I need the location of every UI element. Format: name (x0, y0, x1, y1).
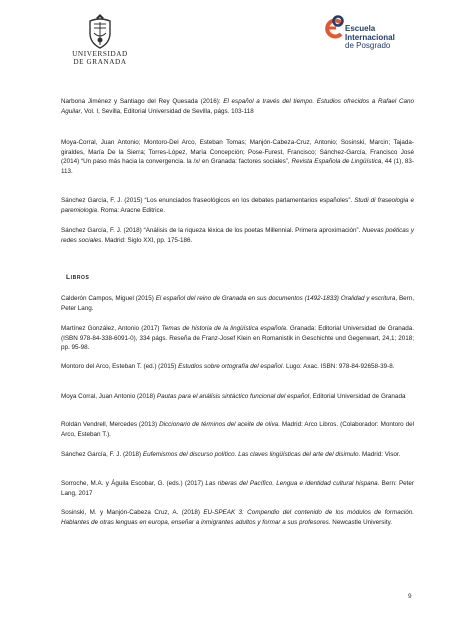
list-item: Calderón Campos, Miguel (2015) El español del reino de Granada en sus documentos (1492-1833) Oralidad y escritura, Bern, Peter Lang. (61, 295, 414, 312)
list-item: Montoro del Arco, Esteban T. (ed.) (2015) Estudios sobre ortografía del español. Lugo: Axac. ISBN: 978-84-92658-39-8. (61, 363, 395, 370)
ugr-name-line1: UNIVERSIDAD (72, 50, 128, 58)
list-item: Sánchez García, F. J. (2015) “Los enunciados fraseológicos en los debates parlamentarios españoles”. Studi di fraseologia e paremiologia. Roma: Aracne Editrice. (61, 197, 414, 214)
list-item: Sorroche, M.A. y Águila Escobar, G. (eds.) (2017) Las riberas del Pacífico. Lengua e identidad cultural hispana. Bern: Peter Lang, 2017 (61, 480, 414, 497)
list-item: Moya-Corral, Juan Antonio; Montoro-Del Arco, Esteban Tomas; Manjón-Cabeza-Cruz, Antonio; Sosinski, Marcin; Tajada-giraldes, María De la Sierra; Torres-López, María Concepción; Pose-Furest, Francisco; Sánchez-García, Francisco José (2014) “Un paso más hacia la convergencia. la /x/ en Granada: factores sociales”, Revista Española de Lingüística, 44 (1), 83-113. (61, 139, 414, 175)
eip-name-line3: de Posgrado (345, 41, 391, 51)
eip-mark-icon (323, 14, 345, 44)
list-item: Narbona Jiménez y Santiago del Rey Quesada (2016): El español a través del tiempo. Estudios ofrecidos a Rafael Cano Aguilar, Vol. I, Sevilla, Editorial Universidad de Sevilla, págs. 103-118 (61, 98, 415, 115)
list-item: Moya Corral, Juan Antonio (2018) Pautas para el análisis sintáctico funcional del español, Editorial Universidad de Granada (61, 393, 406, 400)
list-item: Sánchez García, F. J. (2018) “Análisis de la riqueza léxica de los poetas Millennial. Primera aproximación”. Nuevas poéticas y redes sociales. Madrid: Siglo XXI, pp. 175-186. (61, 227, 414, 244)
list-item: Sánchez García, F. J. (2018) Eufemismos del discurso político. Las claves lingüísticas del arte del disimulo. Madrid: Visor. (61, 451, 401, 458)
ugr-logo (62, 13, 138, 66)
section-title-libros: Libros (66, 274, 90, 281)
page-number: 9 (408, 593, 412, 600)
eip-name-line1: Escuela (345, 24, 376, 33)
ugr-crest-icon (86, 13, 114, 49)
list-item: Martínez González, Antonio (2017) Temas de historia de la lingüística española. Granada: Editorial Universidad de Granada. (ISBN 978-84-338-6091-0), 334 págs. Reseña de Franz-Josef Klein en Romanistik in Geschichte und Gegenwart, 24,1; 2018; pp. 95-98. (61, 325, 414, 352)
list-item: Sosinski, M. y Manjón-Cabeza Cruz, A. (2018) EU-SPEAK 3: Compendio del contenido de los módulos de formación. Hablantes de otras lenguas en europa, enseñar a inmigrantes adultos y formar a sus profesores. Newcastle University. (61, 509, 415, 526)
ugr-name-line2: DE GRANADA (73, 57, 127, 66)
eip-logo (323, 14, 423, 64)
list-item: Roldán Vendrell, Mercedes (2013) Diccionario de términos del aceite de oliva. Madrid: Arco Libros. (Colaborador: Montoro del Arco, Esteban T.). (61, 421, 415, 438)
eip-name-line2: Internacional (345, 32, 395, 42)
